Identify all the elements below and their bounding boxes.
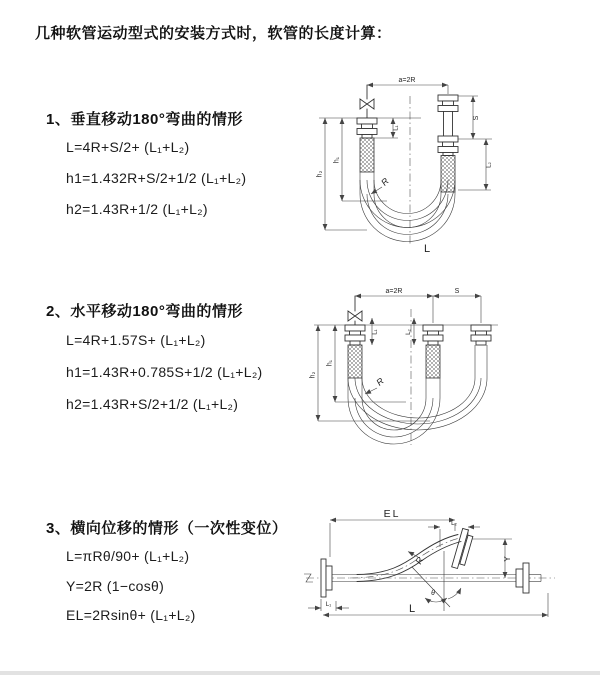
formula-line: EL=2Rsinθ+ (L₁+L₂) [66, 607, 196, 623]
dimension-stroke-s [433, 288, 481, 323]
diagram-horizontal-180-bend [308, 283, 600, 461]
dim-label-el: EL [383, 508, 401, 520]
dim-label-s: S [454, 288, 460, 295]
radius-label: R [413, 555, 426, 566]
dim-label-s: S [473, 115, 480, 121]
dimension-span [367, 77, 448, 94]
fitting-right [471, 325, 491, 378]
right-fitting [438, 95, 458, 192]
braided-hose-section [441, 156, 455, 193]
dimension-l1 [308, 599, 349, 611]
dim-label-l1: L₁ [371, 329, 379, 335]
dim-label-h1: h₁ [326, 359, 334, 367]
left-flange [321, 559, 332, 597]
dim-label-h2: h₂ [309, 371, 317, 379]
formula-line: h2=1.43R+S/2+1/2 (L₁+L₂) [66, 396, 239, 412]
section-3-heading: 3、横向位移的情形（一次性变位） [46, 520, 288, 537]
dimension-span [355, 288, 433, 296]
hose-u-bend [360, 172, 455, 242]
dim-label-l2: L₂ [451, 520, 457, 527]
hose-u-bend-position2 [348, 378, 487, 430]
fitting-middle [423, 325, 443, 378]
dimension-l2 [458, 139, 493, 190]
dim-label-l1: L₁ [392, 125, 400, 131]
dim-label-h2: h₂ [316, 170, 324, 178]
dimension-l1 [374, 118, 400, 138]
braided-hose-section [360, 138, 374, 172]
dim-label-a2r: a=2R [398, 77, 416, 84]
radius-label: R [379, 176, 391, 188]
hose-u-bend-position1 [348, 378, 440, 444]
section-1-heading: 1、垂直移动180°弯曲的情形 [46, 111, 243, 128]
dim-label-y: Y [503, 556, 512, 562]
dimension-l2 [405, 318, 414, 345]
length-label: L [408, 603, 416, 615]
valve-icon [348, 296, 362, 325]
page-title: 几种软管运动型式的安装方式时，软管的长度计算： [35, 25, 392, 42]
tilted-flange [452, 528, 475, 570]
dimension-y [472, 539, 512, 578]
diagram-lateral-displacement [300, 503, 598, 651]
section-2-heading: 2、水平移动180°弯曲的情形 [46, 303, 243, 320]
angle-label: θ [431, 590, 435, 597]
formula-line: h1=1.432R+S/2+1/2 (L₁+L₂) [66, 170, 247, 186]
formula-line: h1=1.43R+0.785S+1/2 (L₁+L₂) [66, 364, 263, 380]
braided-hose-section [348, 345, 362, 378]
dimension-length [323, 593, 548, 617]
radius-label: R [374, 375, 386, 388]
dim-label-a2r: a=2R [385, 288, 403, 295]
valve-icon [360, 85, 374, 118]
radius-leader [365, 375, 386, 394]
formula-line: h2=1.43R+1/2 (L₁+L₂) [66, 201, 208, 217]
dim-label-l2: L₂ [485, 162, 493, 168]
formula-line: L=πRθ/90+ (L₁+L₂) [66, 548, 190, 564]
braided-hose-section [426, 345, 440, 378]
dimension-h2 [310, 325, 431, 421]
left-fitting [357, 118, 377, 172]
dimension-el [330, 508, 455, 557]
formula-line: Y=2R (1−cosθ) [66, 578, 165, 594]
fitting-left [345, 325, 365, 378]
dimension-stroke-s [458, 96, 492, 139]
right-flange [516, 563, 541, 593]
dim-label-l2: L₂ [405, 329, 412, 335]
length-label: L [423, 243, 431, 255]
dim-label-h1: h₁ [333, 156, 341, 164]
dim-label-l1: L₁ [325, 601, 332, 608]
dimension-h1 [327, 325, 407, 402]
diagram-vertical-180-bend [315, 70, 587, 262]
page-bottom-edge [0, 671, 600, 675]
formula-line: L=4R+S/2+ (L₁+L₂) [66, 139, 190, 155]
formula-line: L=4R+1.57S+ (L₁+L₂) [66, 332, 206, 348]
dimension-l1 [372, 318, 379, 345]
